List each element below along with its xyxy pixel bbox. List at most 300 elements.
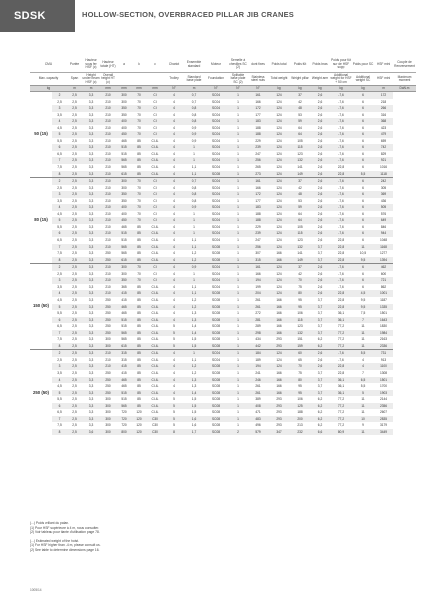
table-cell: 5 [52,217,67,224]
table-cell: 515 [121,151,127,156]
table-cell: CI-IL [146,304,164,311]
table-cell: 1 [228,118,248,125]
table-cell: 2,6 [310,105,330,112]
table-cell: 3,7 [317,324,323,329]
table-cell: 80 [290,290,310,297]
table-cell: 479 [374,131,393,138]
table-cell: -7,6 [330,144,352,151]
table-cell: SC04 [212,99,220,104]
table-cell: 1 [237,125,239,130]
table-cell: 22,8 [337,238,345,243]
header-en-cell-9: Foundation [208,76,224,81]
header-en-cell-3: Overall height HT (c) [101,72,115,84]
table-cell: 4 [173,151,175,156]
table-cell: CI-IL [151,370,159,375]
table-cell: CI [153,112,157,117]
unit-cell-10: N° [228,86,248,92]
table-cell: 465 [116,377,132,384]
table-cell: 434 [255,337,261,342]
table-cell: 124 [276,357,282,362]
table-cell: 3,3 [88,271,94,276]
table-cell: 1,2 [191,297,197,302]
table-cell: 1,4 [184,390,204,397]
table-cell: 70 [137,125,141,130]
table-cell: 210 [100,217,116,224]
table-cell: 120 [136,410,142,415]
table-cell: 247 [255,238,261,243]
table-cell: 350 [121,112,127,117]
table-cell: 1 [228,204,248,211]
table-cell: 1 [237,251,239,256]
table-cell: 7,5 [57,337,62,342]
table-cell: 229 [255,224,261,229]
spec-table-body [30,92,416,436]
table-cell: 1 [228,377,248,384]
table-cell: 2,5 [72,370,77,375]
table-cell: 2,6 [317,185,323,190]
table-cell: 250 [100,330,116,337]
table-cell: 1 [228,330,248,337]
table-cell: 2,5 [72,357,77,362]
table-cell: 347 [268,429,290,436]
table-cell: 3,3 [82,390,100,397]
table-cell: 400 [116,204,132,211]
table-cell: CI-IL [146,290,164,297]
table-cell: 246 [248,377,268,384]
table-cell: 22,8 [330,257,352,264]
table-cell: 350 [116,191,132,198]
table-cell: 3,7 [317,311,323,316]
table-cell: 75 [298,284,302,289]
table-cell: 2,6 [310,178,330,185]
table-cell: 2,5 [72,251,77,256]
table-cell: 210 [105,238,111,243]
unit-cell-14: kg [310,86,330,92]
table-cell: 124 [268,178,290,185]
table-cell: 42 [298,185,302,190]
table-cell: 8 [52,343,67,350]
table-cell: 1 [228,244,248,251]
table-cell: 6 [352,92,374,99]
table-cell: -7,6 [338,99,344,104]
table-cell: 70 [290,277,310,284]
table-cell: 1 [237,324,239,329]
table-cell: 3,3 [82,230,100,237]
table-cell: 2,6 [310,277,330,284]
table-cell: 1 [228,343,248,350]
table-cell: 649 [374,217,393,224]
table-cell: 6 [352,131,374,138]
table-cell: SC08 [204,330,228,337]
table-cell: 2,6 [310,191,330,198]
table-row [30,429,416,436]
table-cell: 293 [268,416,290,423]
table-cell: 3,3 [82,244,100,251]
unit-cell-5: mm [132,86,146,92]
table-cell: 505 [374,204,393,211]
table-cell: 124 [268,290,290,297]
table-cell: SC08 [204,390,228,397]
table-cell: 1 [228,105,248,112]
table-cell: 210 [105,165,111,170]
table-cell: 2,5 [72,198,77,203]
table-cell: 465 [121,384,127,389]
table-cell: 2,5 [67,144,82,151]
table-cell: 1 [228,131,248,138]
table-cell: 218 [380,99,387,104]
table-cell: 4 [164,118,184,125]
table-cell: CI-IL [151,410,159,415]
unit-cell-12: kg [268,86,290,92]
table-cell: 85 [132,257,146,264]
table-cell: 6 [352,204,374,211]
table-cell: 3,3 [88,297,94,302]
table-cell: 5 [164,416,184,423]
table-cell: 0,8 [184,105,204,112]
table-cell: 2,6 [310,92,330,99]
table-cell: 85 [132,363,146,370]
table-cell: 4 [164,105,184,112]
table-cell: -7,6 [330,157,352,164]
table-cell: 59 [290,118,310,125]
table-cell: 0,8 [191,198,197,203]
table-cell: 124 [276,151,282,156]
table-cell: 172 [374,92,393,99]
table-cell: 2,5 [72,324,77,329]
table-cell: 3,3 [82,363,100,370]
table-cell: 250 [105,311,111,316]
table-cell: 4 [164,377,184,384]
table-cell: 85 [137,151,141,156]
table-cell: 7 [352,317,374,324]
table-row [30,178,416,185]
table-cell: 2,5 [67,363,82,370]
table-cell: 115 [290,144,310,151]
unit-cell-8: m [184,86,204,92]
header-row-english [30,73,416,86]
table-cell: 210 [100,264,116,271]
table-cell: CI-IL [151,224,159,229]
header-fr-cell-16: Poids pour SC [352,57,374,73]
table-cell: 1187 [380,297,387,302]
table-cell: 1,5 [184,403,204,410]
table-cell: 1 [237,410,239,415]
table-cell: 85 [137,224,141,229]
table-cell: SC04 [204,204,228,211]
table-cell: SC04 [204,264,228,271]
table-cell: 1501 [374,377,393,384]
table-cell: 124 [268,217,290,224]
table-cell: 124 [268,204,290,211]
table-cell: 85 [137,165,141,170]
table-cell: -7,6 [338,224,344,229]
table-cell: 5 [52,304,67,311]
table-cell: 177 [255,112,261,117]
table-cell: SC04 [212,185,220,190]
table-cell: 471 [255,410,261,415]
table-cell: 272 [255,311,261,316]
table-cell: 862 [380,284,387,289]
page-header [0,0,430,32]
table-cell: 3,5 [57,112,62,117]
table-cell: CI-IL [151,324,159,329]
table-cell: CI [153,271,157,276]
table-cell: 85 [137,238,141,243]
table-cell: 210 [100,92,116,99]
table-cell: 6 [52,144,67,151]
table-cell: 579 [248,429,268,436]
table-cell: CI-IL [146,230,164,237]
unit-cell-17: m [374,86,393,92]
table-cell: 615 [116,257,132,264]
capacity-group-label: 80 (15) [30,178,52,264]
table-cell: 4 [164,390,184,397]
table-cell: 250 [100,257,116,264]
table-cell: 300 [116,178,132,185]
table-cell: 2,5 [67,317,82,324]
table-cell: 6 [362,99,364,104]
table-cell: 124 [268,105,290,112]
table-cell: 48 [290,105,310,112]
table-cell: 2,5 [57,185,62,190]
note-fr-2: (1) Pour HSF supérieure à 4 m, nous consulter. [30,525,100,530]
unit-cell-15: kg [330,86,352,92]
table-cell: 1,6 [184,416,204,423]
table-cell: 4 [164,277,184,284]
table-cell: 106 [297,397,303,402]
table-cell: 11 [352,244,374,251]
table-cell: 1 [228,171,248,178]
table-cell: 2,5 [67,264,82,271]
table-cell: 2,6 [317,165,323,170]
table-cell: 6,2 [310,403,330,410]
header-en-cell-13: Weight pillar [291,76,309,81]
table-cell: 2,6 [317,284,323,289]
table-cell: 3,3 [88,423,94,428]
table-cell: 166 [276,384,282,389]
table-cell: 9 [362,423,364,428]
table-cell: 720 [121,423,127,428]
table-cell: 124 [268,350,290,357]
table-cell: 6 [362,284,364,289]
table-cell: 213 [297,423,303,428]
table-cell: 300 [121,271,127,276]
table-cell: CI-IL [146,257,164,264]
table-cell: 300 [116,264,132,271]
table-cell: SC04 [212,238,220,243]
table-cell: 261 [255,384,261,389]
table-cell: 6,2 [317,410,323,415]
table-cell: 293 [268,403,290,410]
table-cell: 3,3 [82,105,100,112]
table-cell: 95 [298,384,302,389]
table-cell: 4 [173,370,175,375]
table-cell: 124 [276,138,282,143]
table-cell: 2,5 [67,377,82,384]
table-cell: 2,5 [72,185,77,190]
table-cell: 64 [290,217,310,224]
table-cell: 3,3 [88,185,94,190]
table-cell: SC04 [204,131,228,138]
capacity-group-label: 50 (15) [30,92,52,178]
table-cell: 5 [164,403,184,410]
table-cell: CI [146,92,164,99]
header-fr-cell-10: Semelle à chevilles SC (2) [228,57,248,73]
table-cell: 5,5 [57,397,62,402]
table-cell: 298 [248,330,268,337]
table-cell: 2,5 [67,257,82,264]
table-cell: 3,3 [82,171,100,178]
unit-cell-13: kg [290,86,310,92]
table-cell: 250 [105,324,111,329]
table-cell: 188 [255,211,261,216]
table-cell: 85 [132,350,146,357]
header-en-cell-14: Weight arm [311,76,329,81]
unit-cell-4: mm [116,86,132,92]
table-cell: 8 [164,429,184,436]
table-cell: CI [146,277,164,284]
table-cell: 85 [137,357,141,362]
table-cell: 132 [290,330,310,337]
table-cell: CI-IL [151,165,159,170]
table-cell: 600 [380,271,387,276]
table-cell: 77,2 [337,337,345,342]
table-cell: 1,2 [184,257,204,264]
table-cell: 37 [290,178,310,185]
table-cell: 1 [228,144,248,151]
table-cell: 229 [255,138,261,143]
table-cell: 0,8 [184,191,204,198]
table-cell: SC04 [212,271,220,276]
table-cell: 4 [164,191,184,198]
table-cell: 6 [52,403,67,410]
header-fr-cell-15: Poids pour fût sur de HSF supp [330,57,352,73]
table-cell: 4 [164,171,184,178]
table-cell: 3,7 [317,384,323,389]
table-cell: 3,3 [88,357,94,362]
table-cell: 6 [362,224,364,229]
table-cell: 1 [237,271,239,276]
table-cell: 415 [121,370,127,375]
table-cell: 1903 [374,390,393,397]
table-cell: 2,6 [317,99,323,104]
table-cell: 4 [164,144,184,151]
table-cell: 85 [132,317,146,324]
table-cell: 1 [237,357,239,362]
table-cell: CI-IL [151,284,159,289]
table-cell: 210 [105,211,111,216]
table-cell: CI-IL [146,157,164,164]
table-cell: 4 [173,185,175,190]
table-cell: 166 [268,390,290,397]
table-cell: 6 [352,144,374,151]
table-cell: 64 [298,211,302,216]
table-cell: CI-IL [151,238,159,243]
table-cell: 4 [164,157,184,164]
table-cell: 2,5 [72,297,77,302]
table-cell: 2,5 [67,217,82,224]
table-cell: SC04 [204,118,228,125]
table-row [30,92,416,99]
table-cell: 115 [290,317,310,324]
table-cell: 5 [173,423,175,428]
table-cell: 1830 [379,324,388,329]
table-cell: 3,7 [310,317,330,324]
table-cell: 210 [105,112,111,117]
table-cell: 70 [132,131,146,138]
table-cell: 5 [173,337,175,342]
table-cell: 105 [297,224,303,229]
table-cell: -7,6 [330,131,352,138]
table-cell: 85 [137,384,141,389]
header-en-cell-15: Additional weight for HSF + 50 cm [330,72,352,84]
table-cell: 400 [121,125,127,130]
table-cell: 565 [121,165,127,170]
table-cell: 944 [374,230,393,237]
table-cell: SC08 [212,397,220,402]
table-cell: 3,3 [88,151,94,156]
header-fr-cell-2: Hauteur sous fer HSF (c) [82,57,100,73]
table-cell: 3,6 [82,429,100,436]
table-cell: 281 [248,317,268,324]
table-cell: 2336 [374,343,393,350]
table-cell: 183 [248,118,268,125]
table-cell: 1 [228,178,248,185]
table-cell: 2,5 [67,350,82,357]
table-cell: 6 [362,112,364,117]
table-cell: 1 [193,151,195,156]
table-cell: 465 [121,311,127,316]
table-cell: SC08 [212,337,220,342]
table-cell: 3,5 [57,198,62,203]
table-cell: 5,5 [352,350,374,357]
table-cell: CI [153,211,157,216]
table-cell: 1,3 [184,377,204,384]
table-cell: 149 [290,257,310,264]
table-cell: 4 [52,377,67,384]
table-cell: 1 [237,198,239,203]
table-cell: 6,2 [317,423,323,428]
table-cell: CI [146,131,164,138]
table-cell: CI-IL [146,317,164,324]
table-cell: 4 [164,350,184,357]
table-cell: 4 [173,238,175,243]
table-cell: 565 [121,337,127,342]
table-cell: 6 [52,230,67,237]
table-cell: 9,5 [352,304,374,311]
table-cell: 293 [276,423,282,428]
table-cell: 6 [362,271,364,276]
table-cell: 124 [276,284,282,289]
table-cell: 36,1 [337,384,345,389]
table-cell: 1016 [379,165,388,170]
table-cell: CI [146,105,164,112]
table-cell: 5 [52,131,67,138]
table-cell: 124 [268,92,290,99]
table-cell: 80,9 [330,429,352,436]
table-cell: CI-IL [146,144,164,151]
table-cell: 123 [297,151,303,156]
table-cell: 3 [52,105,67,112]
table-cell: 85 [137,337,141,342]
table-cell: 0,8 [191,185,197,190]
table-cell: 132 [290,244,310,251]
table-cell: -7,6 [338,112,344,117]
table-cell: -7,6 [330,178,352,185]
table-cell: 11 [352,403,374,410]
table-cell: SC08 [212,324,220,329]
unit-cell-0: kg [30,86,67,92]
